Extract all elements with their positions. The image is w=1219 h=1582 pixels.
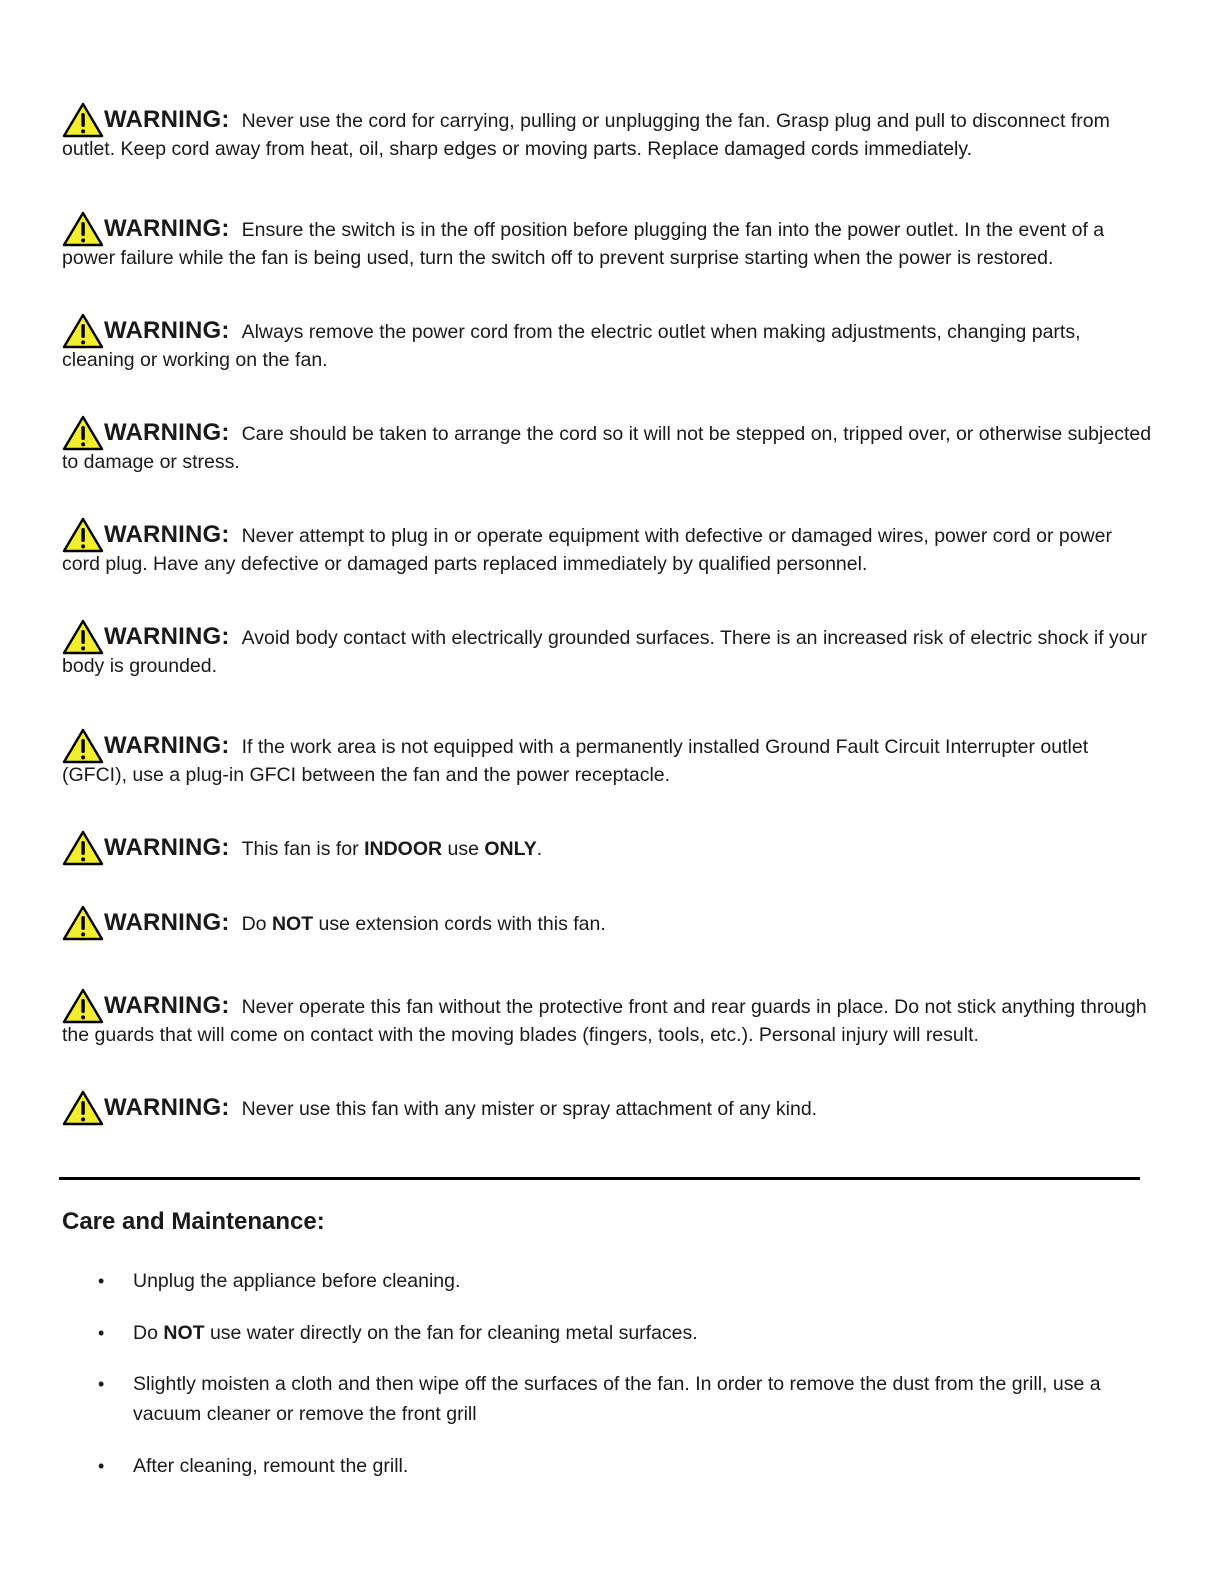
warning-item	[62, 215, 1152, 272]
warning-label: WARNING:	[104, 521, 230, 548]
warning-item	[62, 834, 1152, 863]
warning-text: Care should be taken to arrange the cord so it will not be stepped on, tripped over, or otherwise subjected to damage or stress.	[62, 423, 1152, 473]
warning-triangle-icon	[62, 618, 104, 656]
warning-item	[62, 106, 1152, 163]
warning-item	[62, 521, 1152, 578]
warning-text: Never use the cord for carrying, pulling or unplugging the fan. Grasp plug and pull to disconnect from outlet. Keep cord away from heat, oil, sharp edges or moving parts. Replace damaged cords immediately.	[62, 110, 1110, 160]
warning-triangle-icon	[62, 516, 104, 554]
warning-triangle-icon	[62, 414, 104, 452]
only-emphasis: ONLY	[484, 838, 537, 860]
list-item: • Do NOT use water directly on the fan for cleaning metal surfaces.	[62, 1318, 1142, 1348]
warning-label: WARNING:	[104, 1094, 230, 1121]
warning-text: Never use this fan with any mister or spray attachment of any kind.	[241, 1098, 818, 1120]
warning-triangle-icon	[62, 987, 104, 1025]
warning-text: Always remove the power cord from the electric outlet when making adjustments, changing parts, cleaning or working on the fan.	[62, 321, 1081, 371]
warning-text: Do NOT use extension cords with this fan.	[241, 913, 606, 935]
bullet-icon: •	[98, 1323, 105, 1343]
warning-triangle-icon	[62, 1089, 104, 1127]
warning-text: This fan is for INDOOR use ONLY.	[241, 838, 543, 860]
warning-label: WARNING:	[104, 317, 230, 344]
warning-triangle-icon	[62, 727, 104, 765]
warning-triangle-icon	[62, 210, 104, 248]
warning-label: WARNING:	[104, 215, 230, 242]
warning-item	[62, 1094, 1152, 1123]
warning-label: WARNING:	[104, 992, 230, 1019]
warning-label: WARNING:	[104, 106, 230, 133]
warning-triangle-icon	[62, 312, 104, 350]
warning-label: WARNING:	[104, 732, 230, 759]
section-divider	[59, 1177, 1140, 1180]
indoor-emphasis: INDOOR	[364, 838, 443, 860]
list-item: • After cleaning, remount the grill.	[62, 1451, 1142, 1481]
not-emphasis: NOT	[163, 1322, 205, 1344]
warning-text: If the work area is not equipped with a permanently installed Ground Fault Circuit Interrupter outlet (GFCI), use a plug-in GFCI between the fan and the power receptacle.	[62, 736, 1089, 786]
warning-triangle-icon	[62, 101, 104, 139]
warning-item	[62, 317, 1152, 374]
bullet-icon: •	[98, 1456, 105, 1476]
warning-item	[62, 909, 1152, 938]
bullet-icon: •	[98, 1374, 105, 1394]
warning-triangle-icon	[62, 904, 104, 942]
warning-label: WARNING:	[104, 834, 230, 861]
warning-item	[62, 992, 1152, 1049]
warning-label: WARNING:	[104, 909, 230, 936]
warning-label: WARNING:	[104, 623, 230, 650]
warning-text: Never operate this fan without the protective front and rear guards in place. Do not stick anything through the guards that will come on contact with the moving blades (fingers, tools, etc.). Personal injury will result.	[62, 996, 1147, 1046]
not-emphasis: NOT	[271, 913, 314, 935]
warning-text: Avoid body contact with electrically grounded surfaces. There is an increased risk of electric shock if your body is grounded.	[62, 627, 1147, 677]
warning-text: Never attempt to plug in or operate equipment with defective or damaged wires, power cord or power cord plug. Have any defective or damaged parts replaced immediately by qualified personnel.	[62, 525, 1112, 575]
warning-label: WARNING:	[104, 419, 230, 446]
warning-triangle-icon	[62, 829, 104, 867]
warning-item	[62, 623, 1152, 680]
care-maintenance-heading: Care and Maintenance:	[62, 1208, 325, 1235]
warning-item	[62, 732, 1152, 789]
warning-text: Ensure the switch is in the off position before plugging the fan into the power outlet. In the event of a power failure while the fan is being used, turn the switch off to prevent surprise starting when the power is restored.	[62, 219, 1105, 269]
warning-item	[62, 419, 1152, 476]
list-item: • Unplug the appliance before cleaning.	[62, 1266, 1142, 1296]
bullet-icon: •	[98, 1271, 105, 1291]
list-item: • Slightly moisten a cloth and then wipe off the surfaces of the fan. In order to remove the dust from the grill, use a vacuum cleaner or remove the front grill	[62, 1369, 1142, 1429]
